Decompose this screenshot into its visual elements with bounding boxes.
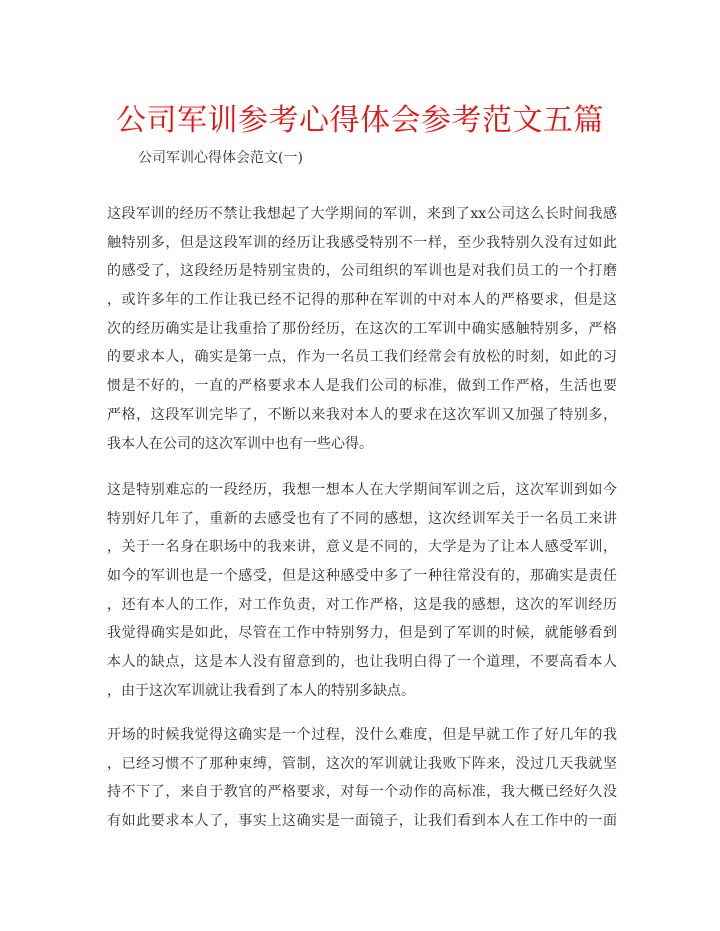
paragraph-line: 触特别多，但是这段军训的经历让我感受特别不一样，至少我特别久没有过如此 [107,234,617,251]
paragraph-line: 开场的时候我觉得这确实是一个过程，没什么难度，但是早就工作了好几年的我 [107,727,617,743]
paragraph-line: 次的经历确实是让我重拾了那份经历，在这次的工军训中确实感触特别多，严格 [107,320,617,337]
paragraph-line: ，关于一名身在职场中的我来讲，意义是不同的，大学是为了让本人感受军训， [107,539,617,556]
paragraph-line: 的感受了，这段经历是特别宝贵的，公司组织的军训也是对我们员工的一个打磨 [107,263,617,280]
paragraph-line: 有如此要求本人了，事实上这确实是一面镜子，让我们看到本人在工作中的一面 [107,813,617,830]
paragraph-line: 这是特别难忘的一段经历，我想一想本人在大学期间军训之后，这次军训到如今 [107,482,617,498]
paragraph-line: 惯是不好的，一直的严格要求本人是我们公司的标准，做到工作严格，生活也要 [107,378,617,395]
paragraph-line: ，或许多年的工作让我已经不记得的那种在军训的中对本人的严格要求，但是这 [107,292,617,309]
paragraph-line: ，由于这次军训就让我看到了本人的特别多缺点。 [107,682,415,699]
paragraph-3 [107,721,617,836]
paragraph-2 [107,476,617,706]
paragraph-line: ，已经习惯不了那种束缚，管制，这次的军训就让我败下阵来，没过几天我就坚 [107,755,617,772]
paragraph-line: 本人的缺点，这是本人没有留意到的，也让我明白得了一个道理，不要高看本人 [107,654,617,671]
paragraph-line: 我本人在公司的这次军训中也有一些心得。 [107,435,373,452]
paragraph-line: 严格，这段军训完毕了，不断以来我对本人的要求在这次军训又加强了特别多， [107,406,617,423]
document-title: 公司军训参考心得体会参考范文五篇 [116,103,604,138]
paragraph-line: 的要求本人，确实是第一点，作为一名员工我们经常会有放松的时刻，如此的习 [107,349,617,366]
paragraph-line: 如今的军训也是一个感受，但是这种感受中多了一种往常没有的，那确实是责任 [107,568,617,585]
paragraph-line: 我觉得确实是如此，尽管在工作中特别努力，但是到了军训的时候，就能够看到 [107,625,617,642]
document-subtitle: 公司军训心得体会范文(一) [138,150,303,166]
paragraph-line: ，还有本人的工作，对工作负责，对工作严格，这是我的感想，这次的军训经历 [107,596,617,613]
paragraph-line: 这段军训的经历不禁让我想起了大学期间的军训，来到了xx公司这么长时间我感 [107,206,617,222]
paragraph-line: 特别好几年了，重新的去感受也有了不同的感想，这次经训军关于一名员工来讲 [107,510,617,527]
paragraph-1 [107,200,617,458]
paragraph-line: 持不下了，来自于教官的严格要求，对每一个动作的高标准，我大概已经好久没 [107,784,617,801]
